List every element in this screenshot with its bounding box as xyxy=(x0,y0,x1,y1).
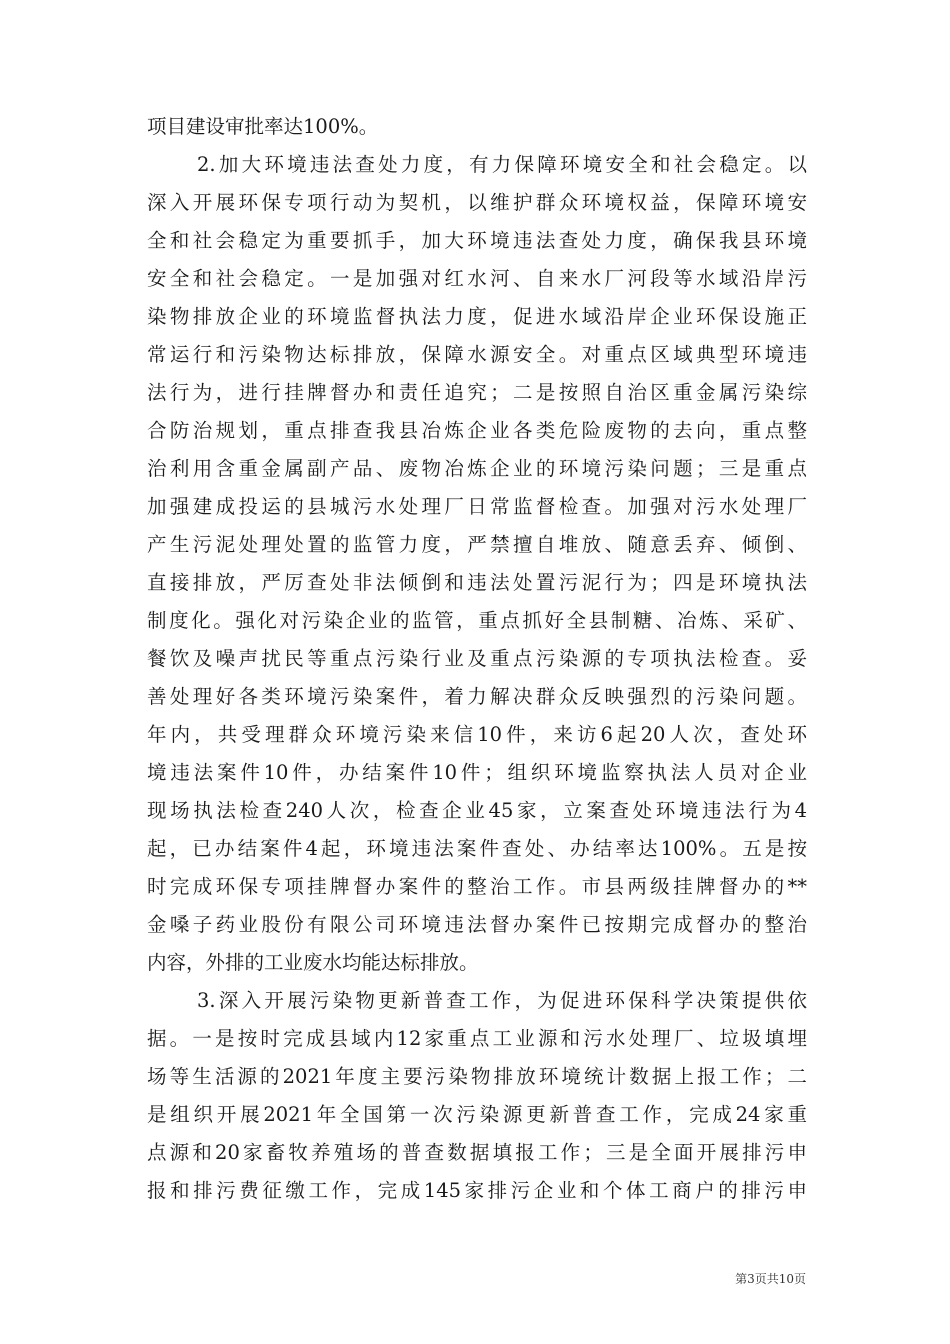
body-text xyxy=(147,108,807,1210)
text-line: 现场执法检查240人次，检查企业45家，立案查处环境违法行为4 xyxy=(147,799,807,822)
text-line: 安全和社会稳定。一是加强对红水河、自来水厂河段等水域沿岸污 xyxy=(147,267,807,290)
text-line: 境违法案件10件，办结案件10件；组织环境监察执法人员对企业 xyxy=(147,761,807,784)
text-line: 制度化。强化对污染企业的监管，重点抓好全县制糖、冶炼、采矿、 xyxy=(147,609,807,632)
text-line: 据。一是按时完成县域内12家重点工业源和污水处理厂、垃圾填埋 xyxy=(147,1027,807,1050)
text-line: 深入开展环保专项行动为契机，以维护群众环境权益，保障环境安 xyxy=(147,191,807,214)
text-line: 加强建成投运的县城污水处理厂日常监督检查。加强对污水处理厂 xyxy=(147,495,807,518)
text-line: 染物排放企业的环境监督执法力度，促进水域沿岸企业环保设施正 xyxy=(147,305,807,328)
text-line: 点源和20家畜牧养殖场的普查数据填报工作；三是全面开展排污申 xyxy=(147,1141,807,1164)
text-line: 合防治规划，重点排查我县冶炼企业各类危险废物的去向，重点整 xyxy=(147,419,807,442)
text-line: 起，已办结案件4起，环境违法案件查处、办结率达100%。五是按 xyxy=(147,837,807,860)
text-line: 项目建设审批率达100%。 xyxy=(147,115,379,138)
text-line: 治利用含重金属副产品、废物冶炼企业的环境污染问题；三是重点 xyxy=(147,457,807,480)
text-line: 全和社会稳定为重要抓手，加大环境违法查处力度，确保我县环境 xyxy=(147,229,807,252)
text-line: 常运行和污染物达标排放，保障水源安全。对重点区域典型环境违 xyxy=(147,343,807,366)
text-line: 内容，外排的工业废水均能达标排放。 xyxy=(147,951,479,974)
text-line: 善处理好各类环境污染案件，着力解决群众反映强烈的污染问题。 xyxy=(147,685,807,708)
text-line: 产生污泥处理处置的监管力度，严禁擅自堆放、随意丢弃、倾倒、 xyxy=(147,533,807,556)
text-line: 2.加大环境违法查处力度，有力保障环境安全和社会稳定。以 xyxy=(197,153,807,176)
text-line: 3.深入开展污染物更新普查工作，为促进环保科学决策提供依 xyxy=(197,989,807,1012)
text-line: 年内，共受理群众环境污染来信10件，来访6起20人次，查处环 xyxy=(147,723,807,746)
text-line: 时完成环保专项挂牌督办案件的整治工作。市县两级挂牌督办的** xyxy=(147,875,807,898)
text-line: 场等生活源的2021年度主要污染物排放环境统计数据上报工作；二 xyxy=(147,1065,807,1088)
text-line: 报和排污费征缴工作，完成145家排污企业和个体工商户的排污申 xyxy=(147,1179,807,1202)
text-line: 金嗓子药业股份有限公司环境违法督办案件已按期完成督办的整治 xyxy=(147,913,807,936)
text-line: 餐饮及噪声扰民等重点污染行业及重点污染源的专项执法检查。妥 xyxy=(147,647,807,670)
text-line: 直接排放，严厉查处非法倾倒和违法处置污泥行为；四是环境执法 xyxy=(147,571,807,594)
text-line: 是组织开展2021年全国第一次污染源更新普查工作，完成24家重 xyxy=(147,1103,807,1126)
page-number: 第3页共10页 xyxy=(735,1272,806,1286)
text-line: 法行为，进行挂牌督办和责任追究；二是按照自治区重金属污染综 xyxy=(147,381,807,404)
